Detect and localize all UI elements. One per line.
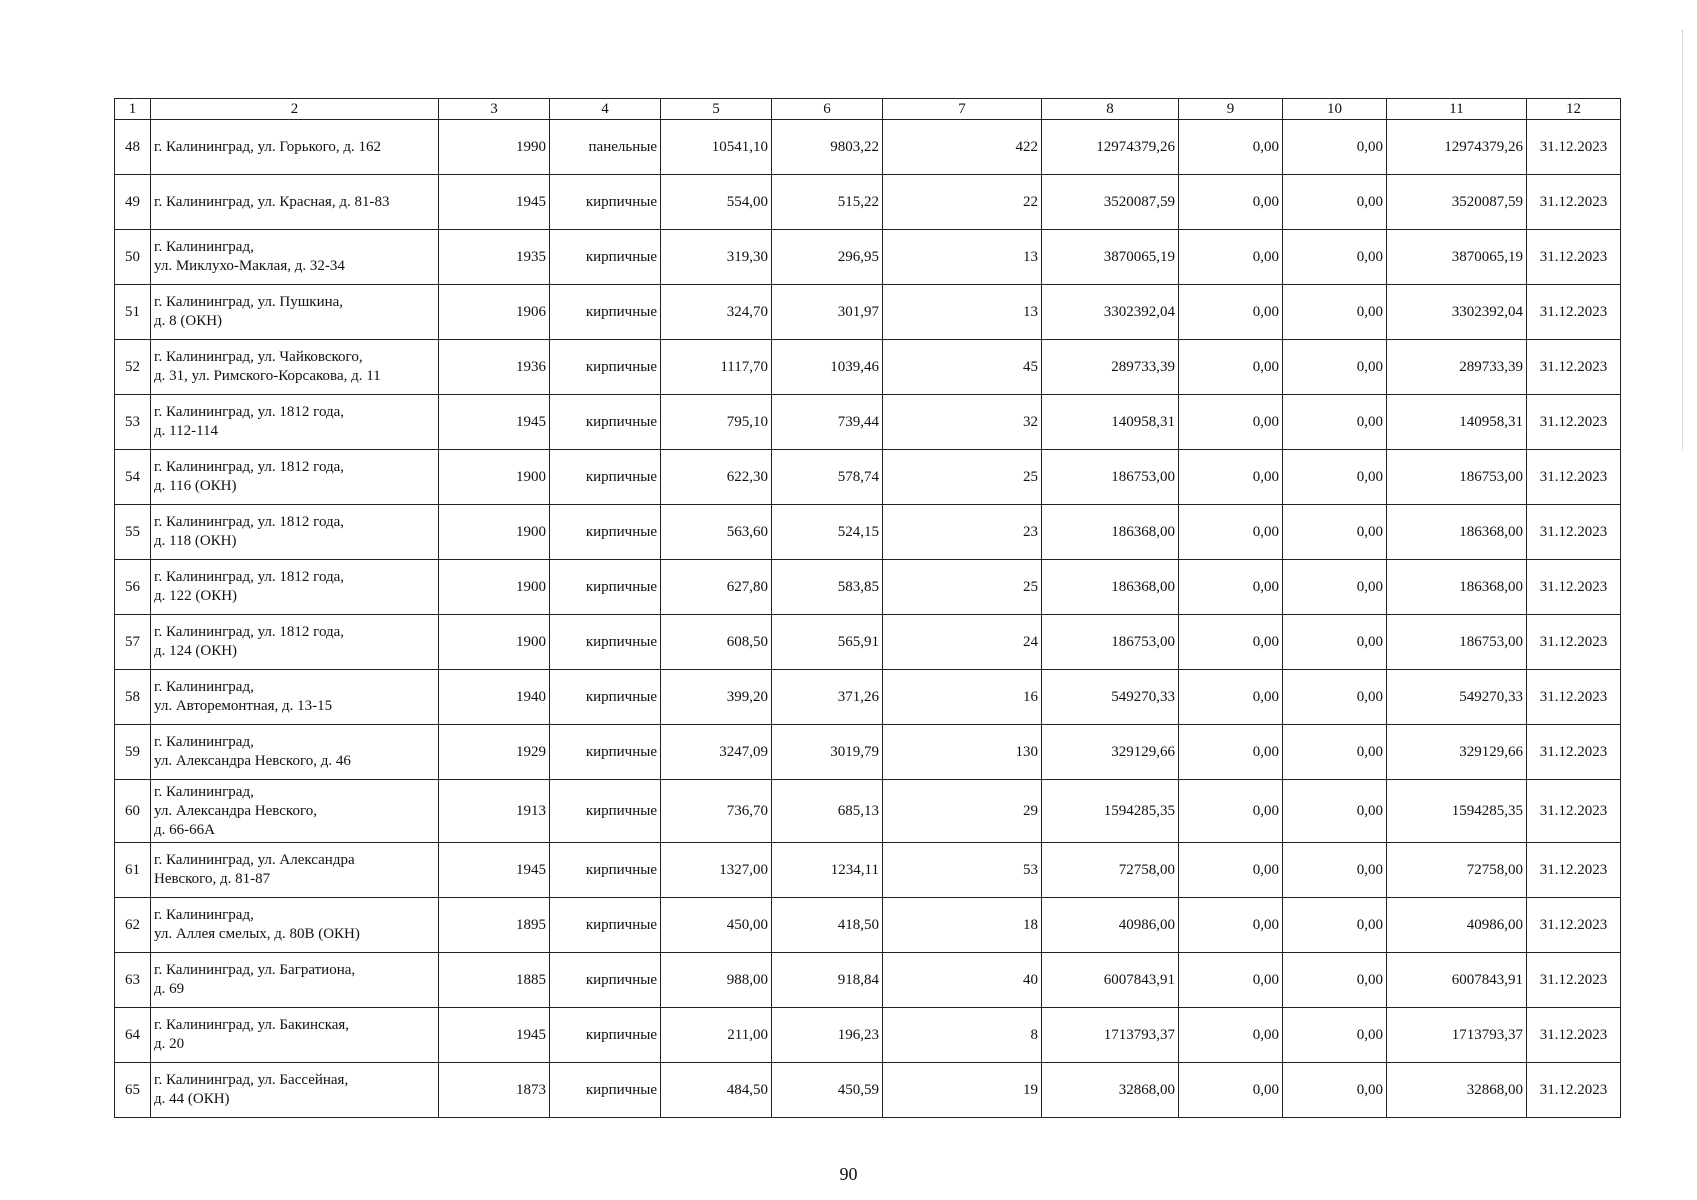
wall-material: кирпичные [550, 450, 661, 505]
table-row [115, 615, 1621, 670]
total-area: 399,20 [661, 670, 772, 725]
cost-column-10: 0,00 [1283, 505, 1387, 560]
row-number: 48 [115, 120, 151, 175]
residential-area: 685,13 [772, 780, 883, 843]
cost-column-9: 0,00 [1179, 615, 1283, 670]
address-cell [151, 505, 439, 560]
column-number: 1 [115, 99, 151, 120]
address-line: г. Калининград, ул. Пушкина, [154, 294, 344, 310]
cost-column-11: 186368,00 [1387, 560, 1527, 615]
column-number: 3 [439, 99, 550, 120]
cost-column-11: 186753,00 [1387, 615, 1527, 670]
column-number: 11 [1387, 99, 1527, 120]
residential-area: 418,50 [772, 898, 883, 953]
deadline-date: 31.12.2023 [1527, 898, 1621, 953]
address-line: г. Калининград, ул. Бассейная, [154, 1072, 349, 1088]
cost-column-9: 0,00 [1179, 1008, 1283, 1063]
residents-count: 24 [883, 615, 1042, 670]
cost-column-11: 329129,66 [1387, 725, 1527, 780]
year-built: 1895 [439, 898, 550, 953]
cost-total: 549270,33 [1042, 670, 1179, 725]
column-number: 5 [661, 99, 772, 120]
wall-material: кирпичные [550, 395, 661, 450]
address-line: ул. Александра Невского, [154, 802, 317, 819]
address-cell [151, 1008, 439, 1063]
cost-column-9: 0,00 [1179, 898, 1283, 953]
address-line: г. Калининград, ул. Красная, д. 81-83 [154, 193, 390, 210]
residents-count: 25 [883, 560, 1042, 615]
residents-count: 16 [883, 670, 1042, 725]
residents-count: 45 [883, 340, 1042, 395]
cost-column-9: 0,00 [1179, 1063, 1283, 1118]
residents-count: 53 [883, 843, 1042, 898]
total-area: 1117,70 [661, 340, 772, 395]
address-line: г. Калининград, [154, 734, 254, 750]
address-cell [151, 340, 439, 395]
residents-count: 8 [883, 1008, 1042, 1063]
cost-column-11: 1594285,35 [1387, 780, 1527, 843]
year-built: 1945 [439, 175, 550, 230]
year-built: 1873 [439, 1063, 550, 1118]
table-row [115, 450, 1621, 505]
cost-column-11: 40986,00 [1387, 898, 1527, 953]
residential-area: 565,91 [772, 615, 883, 670]
deadline-date: 31.12.2023 [1527, 780, 1621, 843]
table-row [115, 670, 1621, 725]
cost-column-10: 0,00 [1283, 340, 1387, 395]
row-number: 65 [115, 1063, 151, 1118]
cost-column-9: 0,00 [1179, 843, 1283, 898]
cost-column-9: 0,00 [1179, 780, 1283, 843]
column-number: 12 [1527, 99, 1621, 120]
residents-count: 130 [883, 725, 1042, 780]
wall-material: кирпичные [550, 615, 661, 670]
table-row [115, 725, 1621, 780]
total-area: 627,80 [661, 560, 772, 615]
residential-area: 371,26 [772, 670, 883, 725]
residential-area: 918,84 [772, 953, 883, 1008]
cost-column-10: 0,00 [1283, 1063, 1387, 1118]
residential-area: 515,22 [772, 175, 883, 230]
table-row [115, 395, 1621, 450]
address-line: д. 31, ул. Римского-Корсакова, д. 11 [154, 368, 381, 384]
address-line: г. Калининград, ул. 1812 года, [154, 569, 345, 585]
address-cell [151, 898, 439, 953]
cost-total: 1594285,35 [1042, 780, 1179, 843]
cost-column-10: 0,00 [1283, 1008, 1387, 1063]
total-area: 10541,10 [661, 120, 772, 175]
total-area: 988,00 [661, 953, 772, 1008]
year-built: 1900 [439, 505, 550, 560]
total-area: 608,50 [661, 615, 772, 670]
address-line: ул. Авторемонтная, д. 13-15 [154, 698, 333, 714]
deadline-date: 31.12.2023 [1527, 1008, 1621, 1063]
table-row [115, 175, 1621, 230]
residential-area: 1234,11 [772, 843, 883, 898]
wall-material: кирпичные [550, 560, 661, 615]
residential-area: 578,74 [772, 450, 883, 505]
year-built: 1945 [439, 395, 550, 450]
total-area: 563,60 [661, 505, 772, 560]
cost-total: 3520087,59 [1042, 175, 1179, 230]
cost-column-11: 72758,00 [1387, 843, 1527, 898]
cost-column-9: 0,00 [1179, 395, 1283, 450]
deadline-date: 31.12.2023 [1527, 560, 1621, 615]
address-line: г. Калининград, ул. Бакинская, [154, 1017, 350, 1033]
cost-column-9: 0,00 [1179, 285, 1283, 340]
total-area: 3247,09 [661, 725, 772, 780]
cost-total: 32868,00 [1042, 1063, 1179, 1118]
year-built: 1935 [439, 230, 550, 285]
address-cell [151, 1063, 439, 1118]
address-cell [151, 285, 439, 340]
address-line: г. Калининград, [154, 239, 254, 255]
residents-count: 422 [883, 120, 1042, 175]
address-cell [151, 615, 439, 670]
residential-area: 739,44 [772, 395, 883, 450]
data-table-container [114, 98, 1621, 1118]
address-line: г. Калининград, ул. 1812 года, [154, 459, 345, 475]
cost-column-10: 0,00 [1283, 395, 1387, 450]
row-number: 56 [115, 560, 151, 615]
address-line: г. Калининград, [154, 907, 254, 923]
cost-total: 1713793,37 [1042, 1008, 1179, 1063]
year-built: 1913 [439, 780, 550, 843]
address-cell [151, 175, 439, 230]
cost-column-9: 0,00 [1179, 175, 1283, 230]
cost-column-10: 0,00 [1283, 780, 1387, 843]
address-line: ул. Миклухо-Маклая, д. 32-34 [154, 258, 345, 274]
total-area: 554,00 [661, 175, 772, 230]
wall-material: кирпичные [550, 175, 661, 230]
cost-column-10: 0,00 [1283, 843, 1387, 898]
deadline-date: 31.12.2023 [1527, 120, 1621, 175]
address-cell [151, 120, 439, 175]
address-line: г. Калининград, ул. Чайковского, [154, 349, 363, 365]
year-built: 1945 [439, 1008, 550, 1063]
wall-material: панельные [550, 120, 661, 175]
cost-column-10: 0,00 [1283, 615, 1387, 670]
column-number: 2 [151, 99, 439, 120]
deadline-date: 31.12.2023 [1527, 670, 1621, 725]
cost-column-11: 3870065,19 [1387, 230, 1527, 285]
cost-column-10: 0,00 [1283, 230, 1387, 285]
residential-area: 3019,79 [772, 725, 883, 780]
year-built: 1945 [439, 843, 550, 898]
table-body [115, 99, 1621, 1118]
cost-column-10: 0,00 [1283, 560, 1387, 615]
residential-area: 9803,22 [772, 120, 883, 175]
address-line: д. 44 (ОКН) [154, 1091, 230, 1107]
year-built: 1940 [439, 670, 550, 725]
address-line: д. 69 [154, 981, 185, 997]
wall-material: кирпичные [550, 953, 661, 1008]
table-row [115, 843, 1621, 898]
cost-column-10: 0,00 [1283, 120, 1387, 175]
deadline-date: 31.12.2023 [1527, 285, 1621, 340]
cost-total: 329129,66 [1042, 725, 1179, 780]
cost-column-11: 12974379,26 [1387, 120, 1527, 175]
address-line: д. 116 (ОКН) [154, 478, 237, 494]
column-number: 8 [1042, 99, 1179, 120]
address-line: Невского, д. 81-87 [154, 871, 271, 887]
cost-column-11: 6007843,91 [1387, 953, 1527, 1008]
year-built: 1900 [439, 615, 550, 670]
total-area: 622,30 [661, 450, 772, 505]
address-line: г. Калининград, ул. 1812 года, [154, 624, 345, 640]
cost-column-11: 32868,00 [1387, 1063, 1527, 1118]
residents-count: 13 [883, 285, 1042, 340]
row-number: 50 [115, 230, 151, 285]
address-line: г. Калининград, ул. Багратиона, [154, 962, 356, 978]
cost-column-9: 0,00 [1179, 340, 1283, 395]
table-row [115, 1063, 1621, 1118]
year-built: 1906 [439, 285, 550, 340]
year-built: 1900 [439, 450, 550, 505]
row-number: 61 [115, 843, 151, 898]
address-cell [151, 670, 439, 725]
residents-count: 32 [883, 395, 1042, 450]
address-line: ул. Аллея смелых, д. 80В (ОКН) [154, 926, 360, 942]
address-line: д. 124 (ОКН) [154, 643, 238, 659]
residential-area: 301,97 [772, 285, 883, 340]
table-row [115, 340, 1621, 395]
table-row [115, 953, 1621, 1008]
year-built: 1990 [439, 120, 550, 175]
row-number: 57 [115, 615, 151, 670]
row-number: 55 [115, 505, 151, 560]
total-area: 450,00 [661, 898, 772, 953]
table-row [115, 560, 1621, 615]
cost-total: 3870065,19 [1042, 230, 1179, 285]
cost-column-11: 186753,00 [1387, 450, 1527, 505]
row-number: 63 [115, 953, 151, 1008]
total-area: 795,10 [661, 395, 772, 450]
wall-material: кирпичные [550, 898, 661, 953]
cost-total: 186753,00 [1042, 450, 1179, 505]
table-row [115, 898, 1621, 953]
residential-area: 583,85 [772, 560, 883, 615]
cost-total: 6007843,91 [1042, 953, 1179, 1008]
wall-material: кирпичные [550, 843, 661, 898]
cost-column-10: 0,00 [1283, 175, 1387, 230]
address-cell [151, 450, 439, 505]
scan-edge-line [1682, 30, 1684, 450]
residents-count: 13 [883, 230, 1042, 285]
cost-column-11: 1713793,37 [1387, 1008, 1527, 1063]
row-number: 64 [115, 1008, 151, 1063]
address-cell [151, 780, 439, 843]
column-number: 10 [1283, 99, 1387, 120]
residential-area: 196,23 [772, 1008, 883, 1063]
residential-area: 1039,46 [772, 340, 883, 395]
year-built: 1885 [439, 953, 550, 1008]
address-line: г. Калининград, [154, 679, 254, 695]
row-number: 58 [115, 670, 151, 725]
address-line: д. 112-114 [154, 423, 219, 439]
wall-material: кирпичные [550, 670, 661, 725]
address-line: г. Калининград, ул. Горького, д. 162 [154, 138, 382, 155]
cost-column-10: 0,00 [1283, 898, 1387, 953]
cost-column-9: 0,00 [1179, 230, 1283, 285]
cost-total: 12974379,26 [1042, 120, 1179, 175]
row-number: 60 [115, 780, 151, 843]
address-line: д. 8 (ОКН) [154, 313, 223, 329]
table-row [115, 505, 1621, 560]
total-area: 211,00 [661, 1008, 772, 1063]
address-cell [151, 560, 439, 615]
deadline-date: 31.12.2023 [1527, 340, 1621, 395]
address-line: ул. Александра Невского, д. 46 [154, 753, 351, 769]
total-area: 324,70 [661, 285, 772, 340]
address-cell [151, 395, 439, 450]
table-row [115, 1008, 1621, 1063]
cost-total: 186753,00 [1042, 615, 1179, 670]
row-number: 62 [115, 898, 151, 953]
column-number: 7 [883, 99, 1042, 120]
cost-column-11: 3302392,04 [1387, 285, 1527, 340]
deadline-date: 31.12.2023 [1527, 1063, 1621, 1118]
residents-count: 29 [883, 780, 1042, 843]
column-number: 4 [550, 99, 661, 120]
deadline-date: 31.12.2023 [1527, 395, 1621, 450]
address-line: г. Калининград, ул. Александра [154, 852, 355, 868]
table-row [115, 780, 1621, 843]
cost-column-9: 0,00 [1179, 725, 1283, 780]
residents-count: 25 [883, 450, 1042, 505]
residential-area: 450,59 [772, 1063, 883, 1118]
cost-total: 140958,31 [1042, 395, 1179, 450]
wall-material: кирпичные [550, 340, 661, 395]
address-cell [151, 725, 439, 780]
cost-column-10: 0,00 [1283, 725, 1387, 780]
cost-column-9: 0,00 [1179, 560, 1283, 615]
wall-material: кирпичные [550, 780, 661, 843]
cost-total: 40986,00 [1042, 898, 1179, 953]
address-line: г. Калининград, ул. 1812 года, [154, 404, 345, 420]
cost-column-11: 140958,31 [1387, 395, 1527, 450]
table-row [115, 285, 1621, 340]
row-number: 54 [115, 450, 151, 505]
housing-table [114, 98, 1621, 1118]
address-cell [151, 953, 439, 1008]
address-cell [151, 843, 439, 898]
wall-material: кирпичные [550, 285, 661, 340]
total-area: 319,30 [661, 230, 772, 285]
cost-column-10: 0,00 [1283, 670, 1387, 725]
cost-column-10: 0,00 [1283, 450, 1387, 505]
cost-column-11: 186368,00 [1387, 505, 1527, 560]
table-row [115, 120, 1621, 175]
cost-column-9: 0,00 [1179, 505, 1283, 560]
address-line: д. 122 (ОКН) [154, 588, 238, 604]
cost-column-9: 0,00 [1179, 450, 1283, 505]
row-number: 59 [115, 725, 151, 780]
residents-count: 18 [883, 898, 1042, 953]
row-number: 51 [115, 285, 151, 340]
cost-column-9: 0,00 [1179, 670, 1283, 725]
wall-material: кирпичные [550, 505, 661, 560]
total-area: 1327,00 [661, 843, 772, 898]
residents-count: 22 [883, 175, 1042, 230]
residents-count: 40 [883, 953, 1042, 1008]
year-built: 1900 [439, 560, 550, 615]
cost-column-10: 0,00 [1283, 953, 1387, 1008]
deadline-date: 31.12.2023 [1527, 450, 1621, 505]
cost-column-11: 549270,33 [1387, 670, 1527, 725]
year-built: 1936 [439, 340, 550, 395]
deadline-date: 31.12.2023 [1527, 843, 1621, 898]
address-line: г. Калининград, ул. 1812 года, [154, 514, 345, 530]
cost-total: 72758,00 [1042, 843, 1179, 898]
wall-material: кирпичные [550, 1008, 661, 1063]
cost-column-11: 289733,39 [1387, 340, 1527, 395]
address-line: г. Калининград, [154, 783, 254, 800]
deadline-date: 31.12.2023 [1527, 953, 1621, 1008]
residents-count: 19 [883, 1063, 1042, 1118]
cost-column-10: 0,00 [1283, 285, 1387, 340]
wall-material: кирпичные [550, 725, 661, 780]
address-line: д. 66-66А [154, 821, 215, 838]
cost-total: 3302392,04 [1042, 285, 1179, 340]
deadline-date: 31.12.2023 [1527, 725, 1621, 780]
address-cell [151, 230, 439, 285]
residential-area: 296,95 [772, 230, 883, 285]
deadline-date: 31.12.2023 [1527, 615, 1621, 670]
wall-material: кирпичные [550, 1063, 661, 1118]
residents-count: 23 [883, 505, 1042, 560]
cost-column-9: 0,00 [1179, 120, 1283, 175]
residential-area: 524,15 [772, 505, 883, 560]
column-number: 6 [772, 99, 883, 120]
total-area: 484,50 [661, 1063, 772, 1118]
address-line: д. 118 (ОКН) [154, 533, 237, 549]
table-row [115, 230, 1621, 285]
year-built: 1929 [439, 725, 550, 780]
column-number-row [115, 99, 1621, 120]
address-line: д. 20 [154, 1036, 185, 1052]
deadline-date: 31.12.2023 [1527, 230, 1621, 285]
column-number: 9 [1179, 99, 1283, 120]
cost-column-9: 0,00 [1179, 953, 1283, 1008]
total-area: 736,70 [661, 780, 772, 843]
row-number: 49 [115, 175, 151, 230]
cost-column-11: 3520087,59 [1387, 175, 1527, 230]
row-number: 52 [115, 340, 151, 395]
cost-total: 186368,00 [1042, 505, 1179, 560]
wall-material: кирпичные [550, 230, 661, 285]
cost-total: 186368,00 [1042, 560, 1179, 615]
row-number: 53 [115, 395, 151, 450]
cost-total: 289733,39 [1042, 340, 1179, 395]
deadline-date: 31.12.2023 [1527, 505, 1621, 560]
deadline-date: 31.12.2023 [1527, 175, 1621, 230]
page-number: 90 [839, 1164, 858, 1184]
